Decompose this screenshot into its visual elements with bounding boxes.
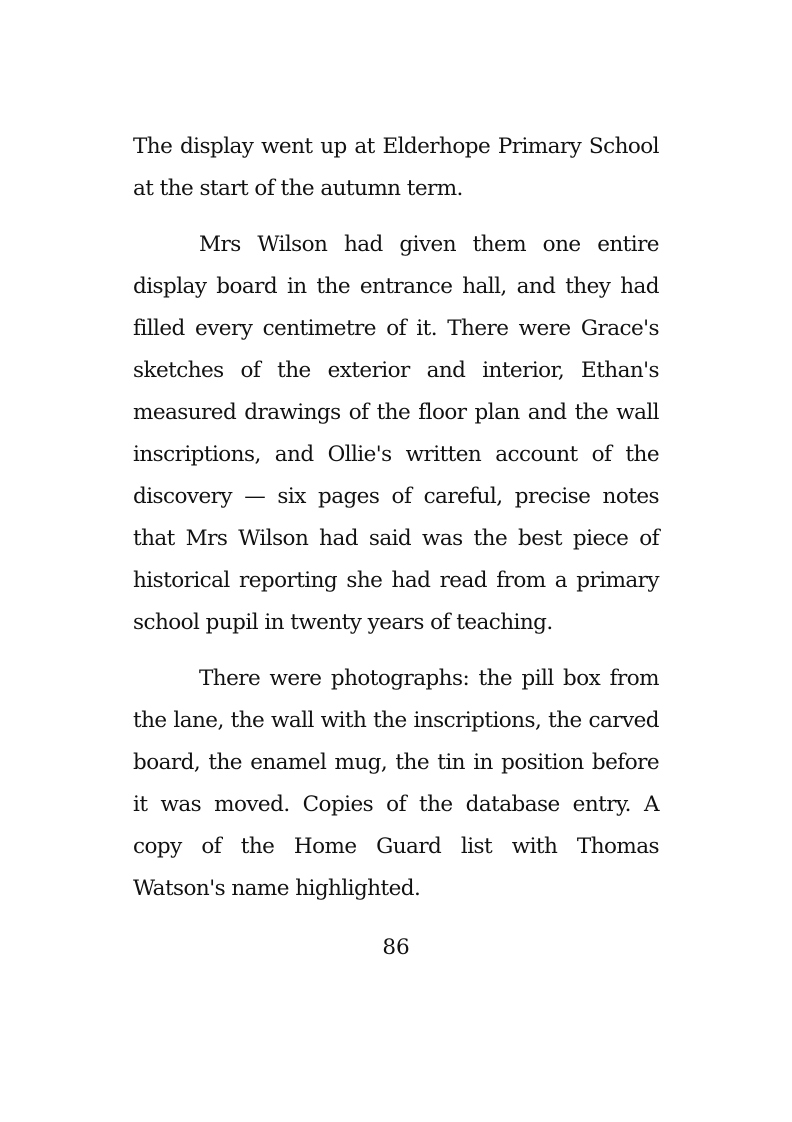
page-number: 86: [382, 935, 410, 960]
paragraph-1: The display went up at Elderhope Primary School at the start of the autumn term.: [133, 134, 659, 201]
paragraph-3: There were photographs: the pill box from the lane, the wall with the inscriptions, the carved board, the enamel mug, the tin in position before it was moved. Copies of the database entry. A copy of the Home Guard list with Thomas Watson's name highlighted.: [133, 666, 659, 901]
paragraph-2: Mrs Wilson had given them one entire display board in the entrance hall, and they had filled every centimetre of it. There were Grace's sketches of the exterior and interior, Ethan's measured drawings of the floor plan and the wall inscriptions, and Ollie's written account of the discovery — six pages of careful, precise notes that Mrs Wilson had said was the best piece of historical reporting she had read from a primary school pupil in twenty years of teaching.: [133, 232, 659, 635]
body-text: [133, 126, 659, 924]
